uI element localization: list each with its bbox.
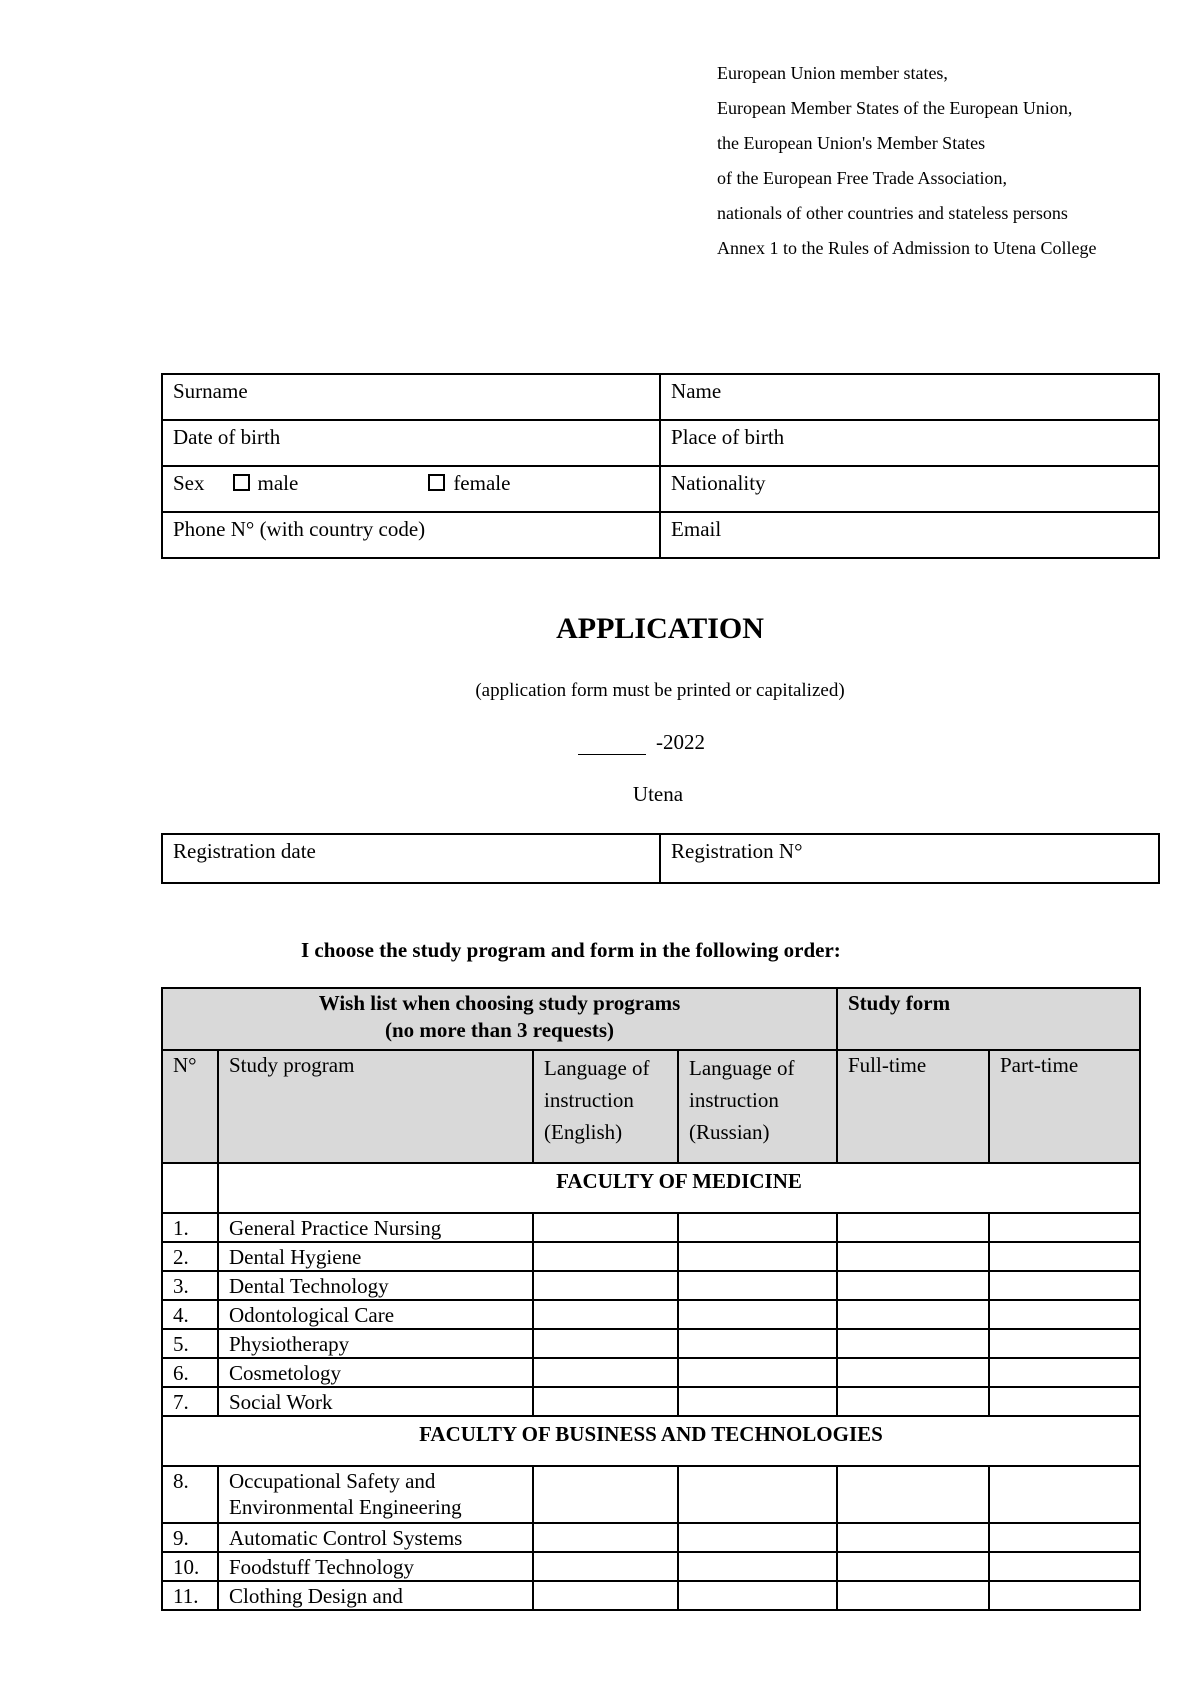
registration-table [161, 833, 1160, 884]
lang-ru-cell[interactable] [678, 1242, 837, 1271]
email-field[interactable] [660, 512, 1159, 558]
row-number: 10. [162, 1552, 218, 1581]
application-date-line [578, 730, 705, 755]
date-of-birth-field[interactable] [162, 420, 660, 466]
col-lang-en-line: instruction [544, 1088, 634, 1112]
program-name [218, 1466, 533, 1523]
addressee-line: Annex 1 to the Rules of Admission to Utena College [717, 238, 1097, 258]
parttime-cell[interactable] [989, 1358, 1140, 1387]
lang-ru-cell[interactable] [678, 1552, 837, 1581]
lang-en-cell[interactable] [533, 1581, 678, 1610]
lang-en-cell[interactable] [533, 1213, 678, 1242]
male-label: male [257, 471, 299, 495]
fulltime-cell[interactable] [837, 1387, 989, 1416]
fulltime-cell[interactable] [837, 1300, 989, 1329]
wish-list-subtitle: (no more than 3 requests) [384, 1018, 615, 1042]
row-number: 6. [162, 1358, 218, 1387]
parttime-cell[interactable] [989, 1271, 1140, 1300]
application-title: APPLICATION [556, 612, 764, 645]
lang-en-cell[interactable] [533, 1242, 678, 1271]
addressee-line: European Union member states, [717, 63, 948, 83]
name-label: Name [671, 379, 722, 403]
wish-list-title: Wish list when choosing study programs [318, 991, 681, 1015]
fulltime-cell[interactable] [837, 1329, 989, 1358]
fulltime-cell[interactable] [837, 1523, 989, 1552]
lang-ru-cell[interactable] [678, 1387, 837, 1416]
row-number: 11. [162, 1581, 218, 1610]
faculty-business-heading: FACULTY OF BUSINESS AND TECHNOLOGIES [162, 1416, 1140, 1466]
lang-ru-cell[interactable] [678, 1300, 837, 1329]
lang-ru-cell[interactable] [678, 1329, 837, 1358]
row-number: 3. [162, 1271, 218, 1300]
application-city: Utena [632, 782, 684, 806]
fulltime-cell[interactable] [837, 1213, 989, 1242]
fulltime-cell[interactable] [837, 1581, 989, 1610]
row-number: 1. [162, 1213, 218, 1242]
parttime-cell[interactable] [989, 1466, 1140, 1523]
sex-field [162, 466, 660, 512]
parttime-cell[interactable] [989, 1242, 1140, 1271]
parttime-cell[interactable] [989, 1552, 1140, 1581]
row-number: 9. [162, 1523, 218, 1552]
lang-en-cell[interactable] [533, 1358, 678, 1387]
lang-en-cell[interactable] [533, 1329, 678, 1358]
lang-ru-cell[interactable] [678, 1466, 837, 1523]
lang-ru-cell[interactable] [678, 1213, 837, 1242]
program-name: Dental Hygiene [218, 1242, 533, 1271]
lang-en-cell[interactable] [533, 1387, 678, 1416]
col-lang-ru-line: (Russian) [689, 1120, 770, 1144]
program-name-line: Environmental Engineering [229, 1495, 462, 1519]
place-of-birth-field[interactable] [660, 420, 1159, 466]
nationality-field[interactable] [660, 466, 1159, 512]
lang-ru-cell[interactable] [678, 1271, 837, 1300]
col-lang-en-line: (English) [544, 1120, 623, 1144]
female-label: female [453, 471, 511, 495]
addressee-line: the European Union's Member States [717, 133, 986, 153]
parttime-cell[interactable] [989, 1581, 1140, 1610]
lang-ru-cell[interactable] [678, 1581, 837, 1610]
faculty-spacer-cell [162, 1163, 218, 1213]
wish-list-header [162, 988, 837, 1050]
program-name: Dental Technology [218, 1271, 533, 1300]
program-name: Odontological Care [218, 1300, 533, 1329]
col-lang-ru-line: instruction [689, 1088, 779, 1112]
program-name: Foodstuff Technology [218, 1552, 533, 1581]
row-number: 8. [162, 1466, 218, 1523]
parttime-cell[interactable] [989, 1329, 1140, 1358]
fulltime-cell[interactable] [837, 1242, 989, 1271]
name-field[interactable] [660, 374, 1159, 420]
addressee-line: of the European Free Trade Association, [717, 168, 1007, 188]
date-blank[interactable] [578, 734, 646, 755]
row-number: 4. [162, 1300, 218, 1329]
parttime-cell[interactable] [989, 1523, 1140, 1552]
application-year: -2022 [656, 730, 705, 754]
row-number: 7. [162, 1387, 218, 1416]
program-name: Physiotherapy [218, 1329, 533, 1358]
lang-ru-cell[interactable] [678, 1523, 837, 1552]
lang-en-cell[interactable] [533, 1552, 678, 1581]
lang-ru-cell[interactable] [678, 1358, 837, 1387]
lang-en-cell[interactable] [533, 1466, 678, 1523]
phone-label: Phone N° (with country code) [173, 517, 426, 541]
fulltime-cell[interactable] [837, 1466, 989, 1523]
col-fulltime-header: Full-time [837, 1050, 989, 1163]
program-name: Clothing Design and [218, 1581, 533, 1610]
row-number: 5. [162, 1329, 218, 1358]
female-checkbox[interactable] [428, 474, 445, 491]
program-name: General Practice Nursing [218, 1213, 533, 1242]
date-of-birth-label: Date of birth [173, 425, 281, 449]
place-of-birth-label: Place of birth [671, 425, 785, 449]
program-name: Cosmetology [218, 1358, 533, 1387]
study-program-table [161, 987, 1141, 1611]
fulltime-cell[interactable] [837, 1552, 989, 1581]
faculty-medicine-heading: FACULTY OF MEDICINE [218, 1163, 1140, 1213]
surname-label: Surname [173, 379, 248, 403]
application-note: (application form must be printed or capitalized) [475, 680, 845, 701]
parttime-cell[interactable] [989, 1213, 1140, 1242]
nationality-label: Nationality [671, 471, 766, 495]
surname-field[interactable] [162, 374, 660, 420]
parttime-cell[interactable] [989, 1387, 1140, 1416]
registration-date-field[interactable] [162, 834, 660, 883]
col-lang-en-header [533, 1050, 678, 1163]
col-lang-ru-line: Language of [689, 1056, 795, 1080]
col-no-header: N° [162, 1050, 218, 1163]
study-form-header: Study form [837, 988, 1140, 1050]
personal-info-table [161, 373, 1160, 559]
parttime-cell[interactable] [989, 1300, 1140, 1329]
program-name: Social Work [218, 1387, 533, 1416]
choose-heading: I choose the study program and form in the following order: [301, 938, 841, 962]
program-name-line: Occupational Safety and [229, 1469, 436, 1493]
program-name: Automatic Control Systems [218, 1523, 533, 1552]
col-lang-ru-header [678, 1050, 837, 1163]
sex-label: Sex [173, 471, 205, 495]
addressee-line: nationals of other countries and stateless persons [717, 203, 1068, 223]
male-checkbox[interactable] [233, 474, 250, 491]
registration-number-label: Registration N° [671, 839, 803, 863]
row-number: 2. [162, 1242, 218, 1271]
lang-en-cell[interactable] [533, 1271, 678, 1300]
col-parttime-header: Part-time [989, 1050, 1140, 1163]
col-program-header: Study program [218, 1050, 533, 1163]
lang-en-cell[interactable] [533, 1300, 678, 1329]
email-label: Email [671, 517, 722, 541]
registration-number-field[interactable] [660, 834, 1159, 883]
fulltime-cell[interactable] [837, 1358, 989, 1387]
registration-date-label: Registration date [173, 839, 316, 863]
col-lang-en-line: Language of [544, 1056, 650, 1080]
fulltime-cell[interactable] [837, 1271, 989, 1300]
phone-field[interactable] [162, 512, 660, 558]
addressee-line: European Member States of the European Union, [717, 98, 1073, 118]
lang-en-cell[interactable] [533, 1523, 678, 1552]
addressee-block [717, 56, 1177, 266]
